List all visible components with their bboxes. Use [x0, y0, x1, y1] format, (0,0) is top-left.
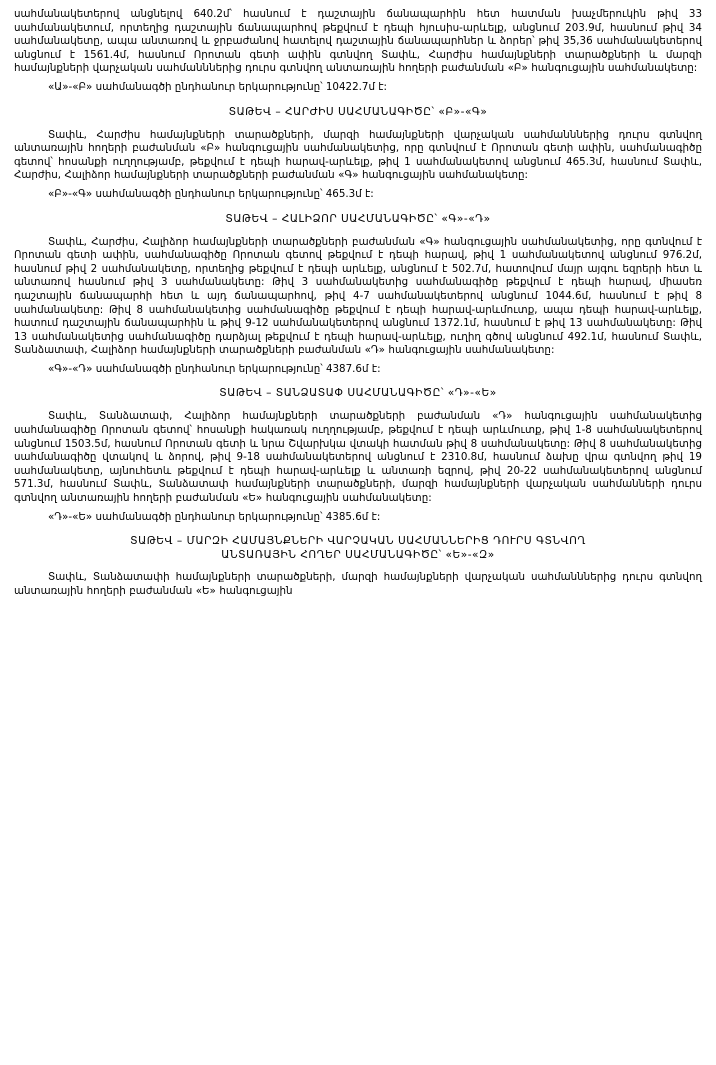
segment-length-note: «Բ»-«Գ» սահմանագծի ընդհանուր երկարությունը՝ 465.3մ է:: [48, 187, 374, 200]
body-paragraph: Տափև, Տանձատափ, Հալիձոր համայնքների տարածքների բաժանման «Դ» հանգուցային սահմանակետից սահմանագիծը Որոտան գետով՝ հոսանքի հակառակ ուղղությամբ, թեքվում է դեպի արևմուտք, թիվ 1-8 սահմանակետերով անցնում 1503.5մ, հասնում Որոտան գետի և նրա Շվարխկա վտակի հատման թիվ 8 սահմանակետը: Թիվ 8 սահմանակետից սահմանագիծը վտակով և ձորով, թիվ 9-18 սահմանակետերով անցնում է 2310.8մ, հասնում ձախը վրա գտնվող թիվ 19 սահմանակետը, այնուհետև թեքվում է դեպի հարավ-արևելք և անտառի եզրով, թիվ 20-22 սահմանակետերով անցնում 571.3մ, հասնում Տափև, Տանձատափ համայնքների տարածքների, մարզի համայնքների վարչական սահմանների դուրս գտնվող անտառային հողերի բաժանման «Ե» հանգուցային սահմանակետը:: [14, 410, 702, 505]
section-heading-tatev-tandzatap: ՏԱԹԵՎ – ՏԱՆՁԱՏԱՓ ՍԱՀՄԱՆԱԳԻԾԸ՝ «Դ»-«Ե»: [219, 387, 497, 400]
body-paragraph: Տափև, Հարժիս համայնքների տարածքների, մարզի համայնքների վարչական սահմանններից դուրս գտնվող անտառային հողերի բաժանման «Բ» հանգուցային սահմանակետից, որը գտնվում է Որոտան գետի ափին, սահմանագիծը գետով՝ հոսանքի ուղղությամբ, թեքվում է դեպի հարավ-արևելք, թիվ 1 սահմանակետով անցնում 465.3մ, հասնում Տափև, Հարժիս, Հալիձոր համայնքների տարածքների բաժանման «Գ» հանգուցային սահմանակետը:: [14, 128, 702, 182]
section-heading-tatev-forest-lands: [14, 534, 702, 562]
segment-length-note: «Գ»-«Դ» սահմանագծի ընդհանուր երկարությունը՝ 4387.6մ է:: [48, 362, 381, 375]
segment-length-note: «Ա»-«Բ» սահմանագծի ընդհանուր երկարությունը՝ 10422.7մ է:: [48, 80, 388, 93]
body-paragraph: Տափև, Հարժիս, Հալիձոր համայնքների տարածքների բաժանման «Գ» հանգուցային սահմանակետից, որը գտնվում է Որոտան գետի ափին, սահմանագիծը Որոտան գետով թեքվում է դեպի հարավ, թիվ 1 սահմանակետով անցնում 976.2մ, հասնում թիվ 2 սահմանակետը, որտեղից թեքվում է դեպի արևելք, անցնում է 502.7մ, հատովում մայր այգու եզրերի հետ և անտառով հասնում թիվ 3 սահմանակետը: Թիվ 3 սահմանակետից սահմանագիծը թեքվում է դեպի հարավ, միասեռ դաշտային ճանապարհի հետ և այդ ճանապարհով, թիվ 4-7 սահմանակետերով անցնում 1044.6մ, հասնում է թիվ 8 սահմանակետը: Թիվ 8 սահմանակետից սահմանագիծը թեքվում է դեպի հարավ-արևմուտք, ապա դեպի հարավ-արևելք, հատում դաշտային ճանապարհին և թիվ 9-12 սահմանակետերով անցնում 1372.1մ, հասնում է թիվ 13 սահմանակետը: Թիվ 13 սահմանակետից սահմանագիծը դարձյալ թեքվում է դեպի հարավ-արևելք, ուղիղ գծով անցնում 492.1մ, հասնում Տափև, Տանձատափ, Հալիձոր համայնքների տարածքների բաժանման «Դ» հանգուցային սահմանակետը:: [14, 235, 702, 357]
body-paragraph: սահմանակետերով անցնելով 640.2մ՝ հասնում է դաշտային ճանապարհին հետ հատման խաչմերուկին թիվ 33 սահմանակետում, որտեղից դաշտային ճանապարհով թեքվում է դեպի հյուսիս-արևելք, անցնում 203.9մ, հասնում թիվ 34 սահմանակետը, ապա անտառով և ջրբաժանով հատելով դաշտային ճանապարհներ և ձորեր՝ թիվ 35,36 սահմանակետերով անցնում է 1561.4մ, հասնում Որոտան գետի ափին գտնվող Տափև, Հարժիս համայնքների տարածքների և մարզի համայնքների վարչական սահմանններից դուրս գտնվող անտառային հողերի բաժանման «Բ» հանգուցային սահմանակետը:: [14, 8, 702, 75]
body-paragraph: Տափև, Տանձատափի համայնքների տարածքների, մարզի համայնքների վարչական սահմանններից դուրս գտնվող անտառային հողերի բաժանման «Ե» հանգուցային: [14, 571, 702, 597]
segment-length-note: «Դ»-«Ե» սահմանագծի ընդհանուր երկարությունը՝ 4385.6մ է:: [48, 510, 381, 523]
section-heading-tatev-halidzor: ՏԱԹԵՎ – ՀԱԼԻՁՈՐ ՍԱՀՄԱՆԱԳԻԾԸ՝ «Գ»-«Դ»: [225, 212, 491, 225]
heading-line-1: ՏԱԹԵՎ – ՄԱՐԶԻ ՀԱՄԱՅՆՔՆԵՐԻ ՎԱՐՉԱԿԱՆ ՍԱՀՄԱՆՆԵՐԻՑ ԴՈՒՐՍ ԳՏՆՎՈՂ: [130, 535, 586, 548]
heading-line-2: ԱՆՏԱՌԱՅԻՆ ՀՈՂԵՐ ՍԱՀՄԱՆԱԳԻԾԸ՝ «Ե»-«Զ»: [221, 549, 495, 562]
section-heading-tatev-harzhis: ՏԱԹԵՎ – ՀԱՐԺԻՍ ՍԱՀՄԱՆԱԳԻԾԸ՝ «Բ»-«Գ»: [228, 105, 488, 118]
